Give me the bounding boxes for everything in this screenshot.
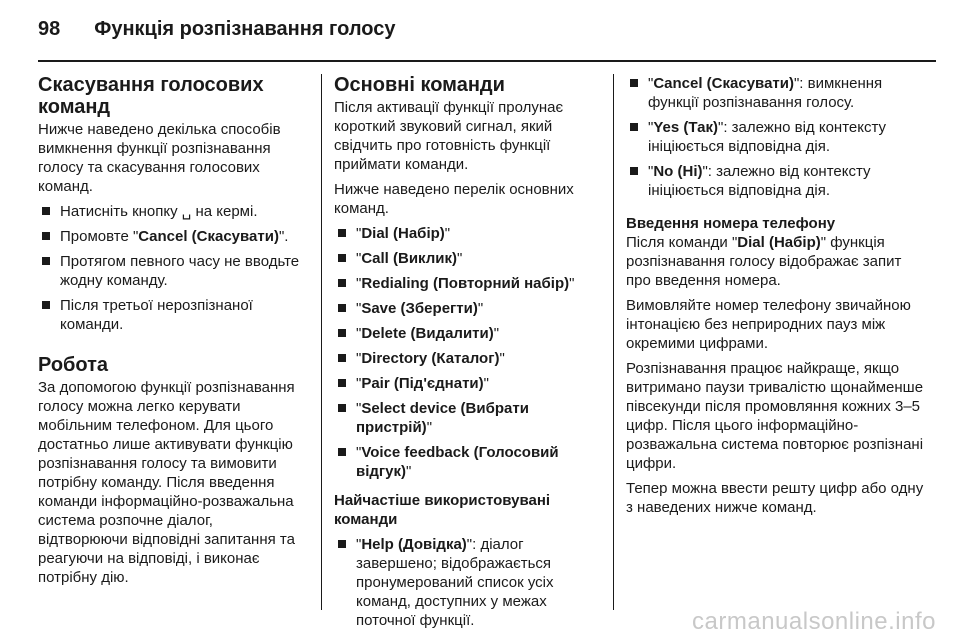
cancel-item-third: Після третьої нерозпізнаної команди. bbox=[60, 297, 253, 333]
frequent-commands-heading: Найчастіше використовувані команди bbox=[334, 492, 551, 528]
list-item bbox=[626, 118, 926, 156]
list-item bbox=[334, 324, 602, 343]
command-pair: Pair (Під'єднати) bbox=[361, 375, 484, 392]
header-divider bbox=[38, 60, 936, 62]
command-help: Help (Довідка) bbox=[361, 536, 467, 553]
quote: " bbox=[406, 463, 412, 480]
quote-open: Промовте " bbox=[60, 228, 139, 245]
list-item bbox=[334, 399, 602, 437]
page-title: Функція розпізнавання голосу bbox=[94, 18, 396, 40]
list-item bbox=[334, 374, 602, 393]
command-directory: Directory (Каталог) bbox=[361, 350, 500, 367]
quote: " bbox=[444, 225, 451, 242]
quote: " bbox=[356, 275, 362, 292]
list-item bbox=[626, 162, 926, 200]
quote: " bbox=[356, 400, 362, 417]
command-no: No (Ні) bbox=[653, 163, 703, 180]
list-item bbox=[334, 535, 602, 630]
list-item bbox=[626, 74, 926, 112]
frequent-list bbox=[334, 535, 602, 630]
number-entry-p2: Вимовляйте номер телефону звичайною інтонацією без неприродних пауз між окремими цифрами. bbox=[626, 297, 911, 352]
list-item bbox=[334, 299, 602, 318]
quote: " bbox=[356, 375, 362, 392]
number-entry-heading: Введення номера телефону bbox=[626, 215, 836, 232]
quote: " bbox=[477, 300, 484, 317]
cancel-item-timeout: Протягом певного часу не вводьте жодну команду. bbox=[60, 253, 300, 289]
quote: " bbox=[648, 119, 654, 136]
command-voice-feedback: Voice feedback (Голосовий відгук) bbox=[356, 444, 559, 480]
main-intro-1: Після активації функції пролунає короткий звуковий сигнал, який свідчить про готовність функції приймати команди. bbox=[334, 99, 564, 173]
list-item bbox=[334, 274, 602, 293]
cancel-list bbox=[38, 202, 306, 334]
number-entry-p1 bbox=[626, 233, 926, 290]
quote-close: ". bbox=[278, 228, 289, 245]
list-item bbox=[38, 202, 306, 221]
frequent-list-continued bbox=[626, 74, 926, 200]
list-item bbox=[334, 249, 602, 268]
command-delete: Delete (Видалити) bbox=[361, 325, 494, 342]
quote: " bbox=[493, 325, 500, 342]
list-item bbox=[334, 224, 602, 243]
main-commands-heading: Основні команди bbox=[334, 74, 505, 96]
quote: " bbox=[457, 250, 463, 267]
list-item bbox=[38, 227, 306, 246]
list-item bbox=[334, 443, 602, 481]
cancel-heading: Скасування голосових команд bbox=[38, 74, 264, 118]
quote: " bbox=[356, 444, 362, 461]
page-header bbox=[38, 18, 936, 58]
quote: " bbox=[356, 225, 362, 242]
command-call: Call (Виклик) bbox=[361, 250, 457, 267]
quote: " bbox=[648, 163, 654, 180]
column-divider-1 bbox=[321, 74, 322, 610]
no-description: ": залежно від контексту ініціюється відповідна дія. bbox=[648, 163, 871, 199]
quote: " bbox=[356, 350, 362, 367]
main-intro-2: Нижче наведено перелік основних команд. bbox=[334, 181, 574, 217]
column-left bbox=[38, 74, 306, 593]
page-number: 98 bbox=[38, 18, 61, 40]
work-heading: Робота bbox=[38, 354, 109, 376]
quote: " bbox=[499, 350, 505, 367]
command-dial: Dial (Набір) bbox=[361, 225, 445, 242]
command-save: Save (Зберегти) bbox=[361, 300, 478, 317]
command-redial: Redialing (Повторний набір) bbox=[361, 275, 570, 292]
cancel-command: Cancel (Скасувати) bbox=[138, 228, 279, 245]
command-yes: Yes (Так) bbox=[653, 119, 718, 136]
cancel-description: ": вимкнення функції розпізнавання голосу. bbox=[648, 75, 883, 111]
list-item bbox=[38, 296, 306, 334]
column-right bbox=[626, 74, 926, 523]
help-description: ": діалог завершено; відображається пронумерований список усіх команд, доступних у межах поточної функції. bbox=[356, 536, 554, 629]
work-text: За допомогою функції розпізнавання голосу можна легко керувати мобільним телефоном. Для цього достатньо лише активувати функцію розпізнавання голосу та вимовити потрібну команду. Після введення команди інформаційно-розважальна система розпочне діалог, відтворюючи відповідні запитання та реагуючи на відповіді, і виконає потрібну дію. bbox=[38, 379, 295, 586]
quote: " bbox=[356, 250, 362, 267]
column-divider-2 bbox=[613, 74, 614, 610]
command-cancel: Cancel (Скасувати) bbox=[653, 75, 794, 92]
list-item bbox=[38, 252, 306, 290]
number-pre: Після команди " bbox=[626, 234, 738, 251]
column-middle bbox=[334, 74, 602, 636]
quote: " bbox=[483, 375, 489, 392]
quote: " bbox=[356, 300, 362, 317]
quote: " bbox=[569, 275, 575, 292]
quote: " bbox=[356, 325, 362, 342]
list-item bbox=[334, 349, 602, 368]
quote: " bbox=[648, 75, 654, 92]
commands-list bbox=[334, 224, 602, 481]
number-post: " функція розпізнавання голосу відображає запит про введення номера. bbox=[626, 234, 902, 289]
quote: " bbox=[356, 536, 362, 553]
number-entry-p3: Розпізнавання працює найкраще, якщо витримано паузи тривалістю щонайменше півсекунди після промовляння кожних 3–5 цифр. Після цього інформаційно-розважальна система повторює розпізнані цифри. bbox=[626, 360, 924, 472]
command-select-device: Select device (Вибрати пристрій) bbox=[356, 400, 529, 436]
quote: " bbox=[426, 419, 433, 436]
cancel-item-button: Натисніть кнопку ␣ на кермі. bbox=[60, 203, 258, 220]
yes-description: ": залежно від контексту ініціюється відповідна дія. bbox=[648, 119, 887, 155]
number-entry-p4: Тепер можна ввести решту цифр або одну з наведених нижче команд. bbox=[626, 480, 924, 516]
watermark: carmanualsonline.info bbox=[692, 608, 936, 635]
cancel-intro: Нижче наведено декілька способів вимкнення функції розпізнавання голосу та скасування голосових команд. bbox=[38, 121, 281, 195]
command-dial-ref: Dial (Набір) bbox=[737, 234, 821, 251]
